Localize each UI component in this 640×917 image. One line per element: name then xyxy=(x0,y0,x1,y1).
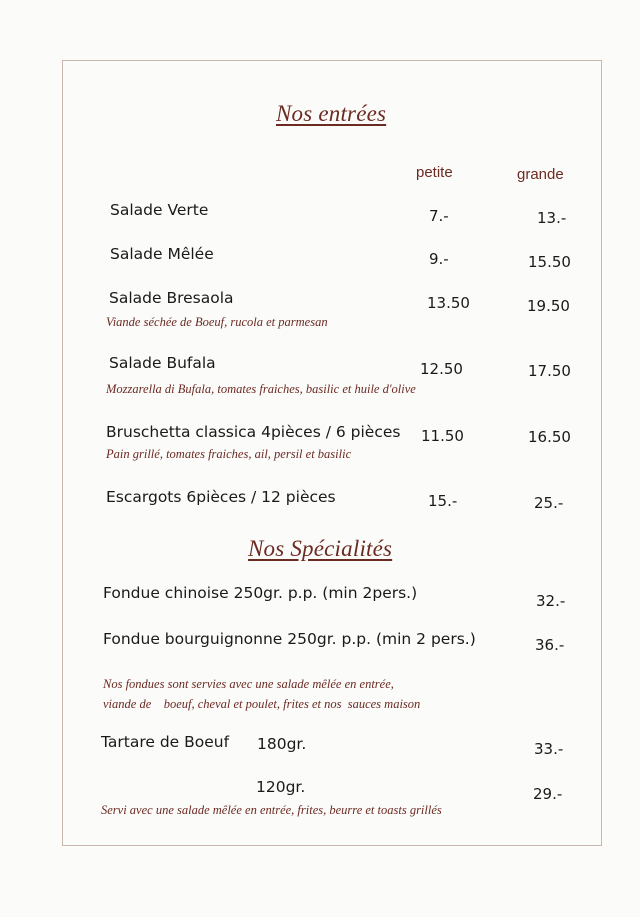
price-grande: 19.50 xyxy=(527,297,570,315)
price-petite: 9.- xyxy=(429,250,449,268)
section-title-specialites: Nos Spécialités xyxy=(248,536,393,561)
menu-item-name: Escargots 6pièces / 12 pièces xyxy=(106,488,336,506)
section-title-entrees: Nos entrées xyxy=(276,101,387,126)
price-petite: 15.- xyxy=(428,492,458,510)
column-header-grande: grande xyxy=(517,166,564,183)
menu-item-description: Servi avec une salade mêlée en entrée, frites, beurre et toasts grillés xyxy=(101,803,442,817)
menu-item-name: Salade Bresaola xyxy=(109,289,234,307)
price-grande: 25.- xyxy=(534,494,564,512)
menu-item-name: Salade Mêlée xyxy=(110,245,214,263)
price-grande: 15.50 xyxy=(528,253,571,271)
price: 33.- xyxy=(534,740,564,758)
price: 32.- xyxy=(536,592,566,610)
price-petite: 7.- xyxy=(429,207,449,225)
price-grande: 13.- xyxy=(537,209,567,227)
menu-item-description: Pain grillé, tomates fraiches, ail, persil et basilic xyxy=(106,447,352,461)
price-petite: 11.50 xyxy=(421,427,464,445)
price-grande: 16.50 xyxy=(528,428,571,446)
portion-size: 180gr. xyxy=(257,735,307,753)
price-petite: 13.50 xyxy=(427,294,470,312)
menu-item-name: Fondue chinoise 250gr. p.p. (min 2pers.) xyxy=(103,584,418,602)
portion-size: 120gr. xyxy=(256,778,306,796)
menu-item-name: Tartare de Boeuf xyxy=(101,733,230,751)
menu-item-description: Mozzarella di Bufala, tomates fraiches, basilic et huile d'olive xyxy=(106,382,416,396)
menu-item-name: Salade Verte xyxy=(110,201,209,219)
price-petite: 12.50 xyxy=(420,360,463,378)
menu-item-description: Viande séchée de Boeuf, rucola et parmesan xyxy=(106,315,328,329)
menu-item-name: Fondue bourguignonne 250gr. p.p. (min 2 pers.) xyxy=(103,630,476,648)
fondues-note-line: Nos fondues sont servies avec une salade mêlée en entrée, xyxy=(103,677,394,691)
menu-item-name: Salade Bufala xyxy=(109,354,216,372)
menu-item-name: Bruschetta classica 4pièces / 6 pièces xyxy=(106,423,401,441)
fondues-note-line: viande de boeuf, cheval et poulet, frites et nos sauces maison xyxy=(103,697,421,711)
price: 36.- xyxy=(535,636,565,654)
column-header-petite: petite xyxy=(416,164,453,181)
price: 29.- xyxy=(533,785,563,803)
price-grande: 17.50 xyxy=(528,362,571,380)
